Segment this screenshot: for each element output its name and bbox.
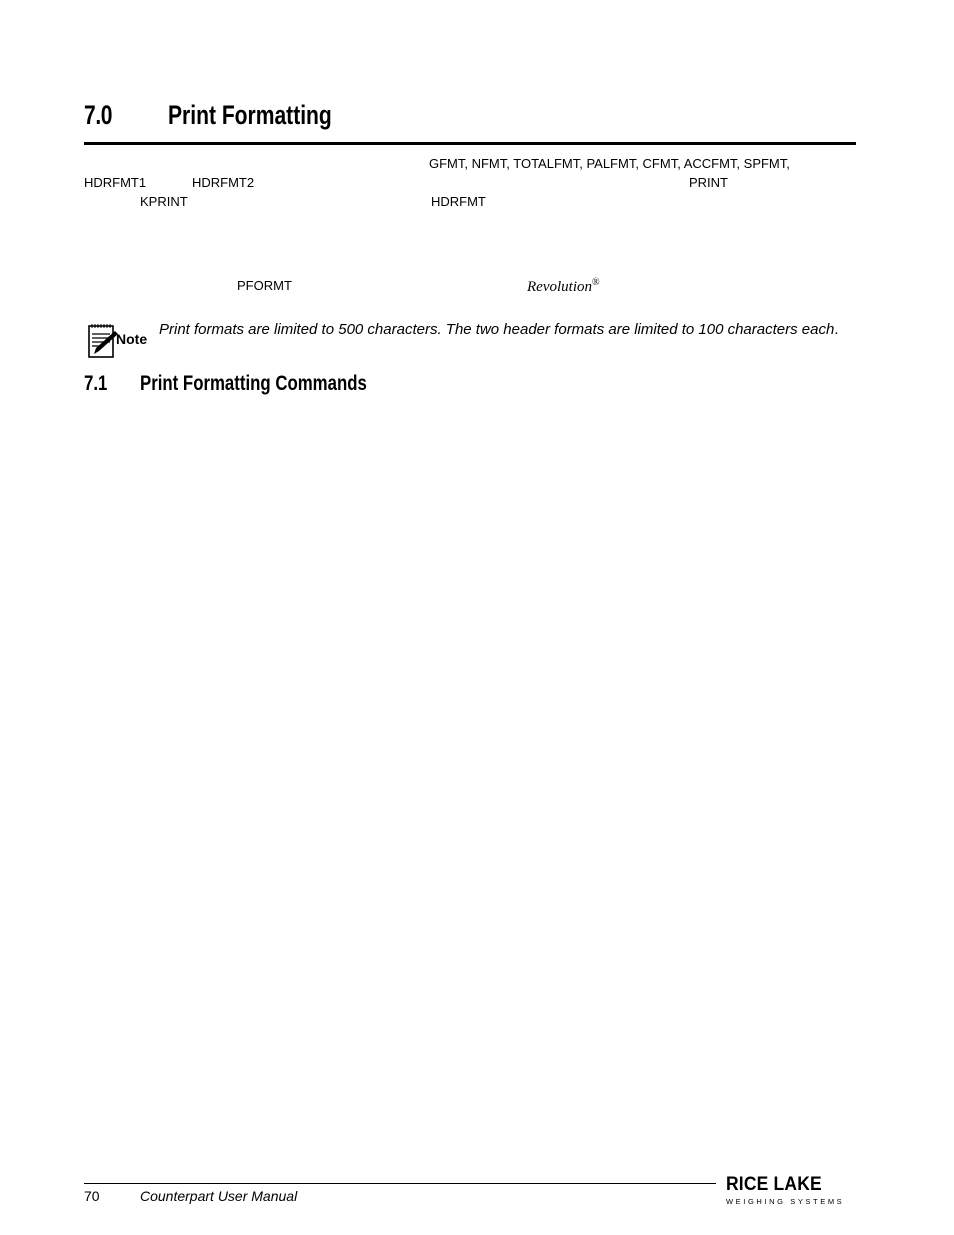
page-number: 70: [84, 1188, 100, 1204]
manual-title: Counterpart User Manual: [140, 1188, 298, 1204]
revolution-software-name: Revolution®: [527, 277, 600, 295]
logo-tagline: WEIGHING SYSTEMS: [726, 1197, 845, 1206]
command-hdrfmt1: HDRFMT1: [84, 175, 147, 190]
command-hdrfmt: HDRFMT: [431, 194, 486, 209]
note-label: Note: [116, 331, 148, 347]
command-kprint: KPRINT: [140, 194, 188, 209]
note-text: Print formats are limited to 500 characters. The two header formats are limited to 100 characters each.: [159, 321, 839, 338]
section-title: Print Formatting Commands: [140, 372, 367, 395]
chapter-title: Print Formatting: [168, 100, 332, 130]
command-hdrfmt2: HDRFMT2: [192, 175, 255, 190]
chapter-rule: [84, 142, 856, 145]
rice-lake-logo: [724, 1174, 854, 1206]
section-number: 7.1: [84, 372, 108, 395]
registered-mark: ®: [591, 277, 600, 288]
command-print: PRINT: [689, 175, 728, 190]
command-format-list: GFMT, NFMT, TOTALFMT, PALFMT, CFMT, ACCFMT, SPFMT,: [429, 156, 790, 171]
logo-wordmark: RICE LAKE: [726, 1174, 822, 1195]
footer-rule: [84, 1183, 716, 1184]
command-pformt: PFORMT: [237, 278, 292, 293]
note-icon: [87, 323, 153, 361]
chapter-number: 7.0: [84, 100, 113, 130]
